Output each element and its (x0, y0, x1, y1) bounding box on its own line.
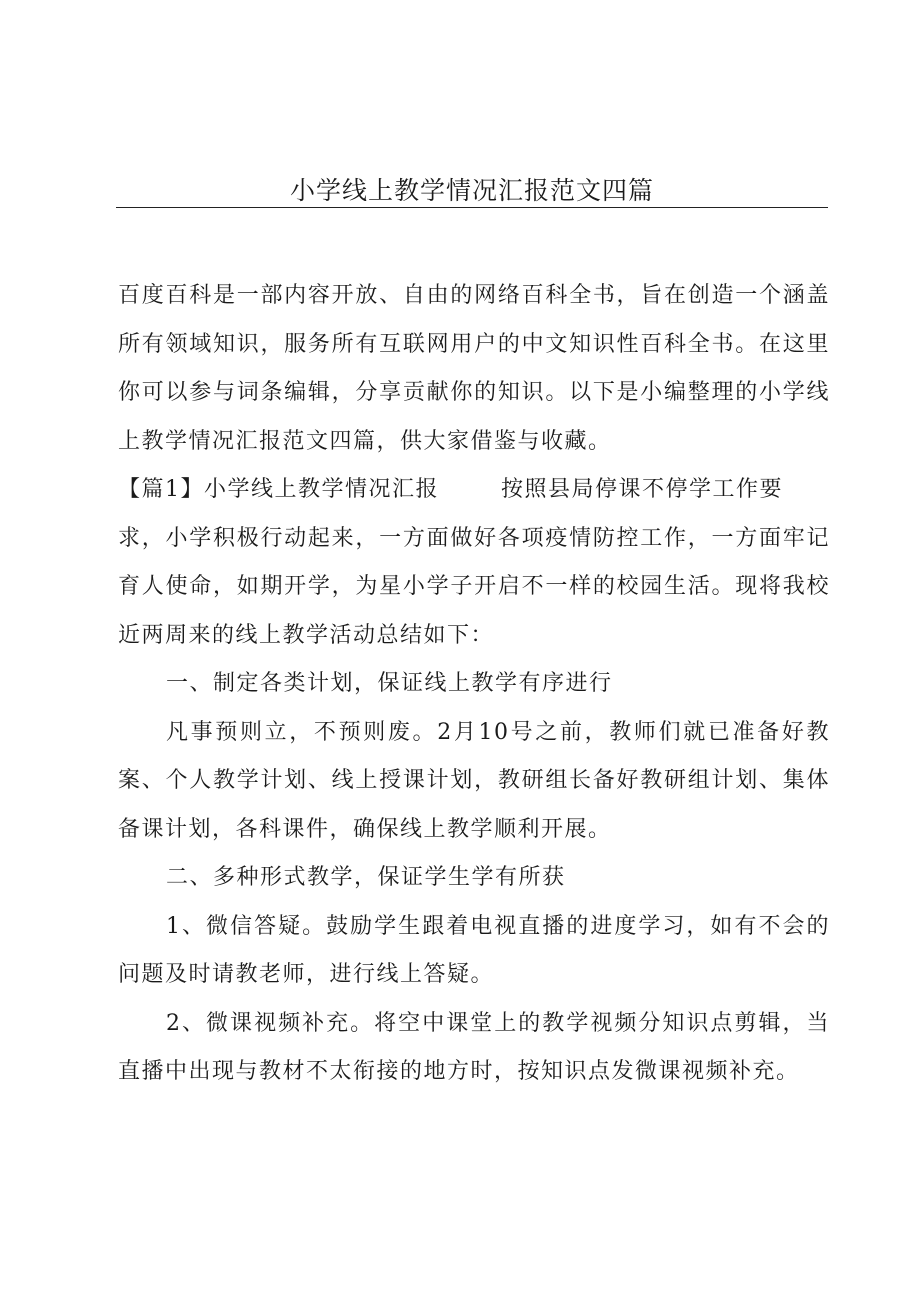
page-title: 小学线上教学情况汇报范文四篇 (289, 176, 654, 205)
heading-two: 二、多种形式教学，保证学生学有所获 (166, 865, 566, 890)
paragraph-two: 1、微信答疑。鼓励学生跟着电视直播的进度学习，如有不会的问题及时请教老师，进行线上答疑。 (118, 913, 830, 987)
heading-one: 一、制定各类计划，保证线上教学有序进行 (166, 671, 613, 696)
section-heading-line (118, 466, 830, 515)
section-lead: 按照县局停课不停学工作要 (501, 477, 784, 502)
title-underline (116, 207, 828, 208)
section-label: 【篇1】小学线上教学情况汇报 (118, 477, 439, 502)
intro-paragraph: 百度百科是一部内容开放、自由的网络百科全书，旨在创造一个涵盖所有领域知识，服务所有互联网用户的中文知识性百科全书。在这里你可以参与词条编辑，分享贡献你的知识。以下是小编整理的小学线上教学情况汇报范文四篇，供大家借鉴与收藏。 (118, 283, 830, 454)
document-body (118, 272, 830, 1097)
paragraph-three: 2、微课视频补充。将空中课堂上的教学视频分知识点剪辑，当直播中出现与教材不太衔接的地方时，按知识点发微课视频补充。 (118, 1010, 830, 1084)
section-continuation: 求，小学积极行动起来，一方面做好各项疫情防控工作，一方面牢记育人使命，如期开学，为星小学子开启不一样的校园生活。现将我校近两周来的线上教学活动总结如下： (118, 525, 830, 648)
paragraph-one: 凡事预则立，不预则废。2月10号之前，教师们就已准备好教案、个人教学计划、线上授课计划，教研组长备好教研组计划、集体备课计划，各科课件，确保线上教学顺利开展。 (118, 719, 830, 842)
